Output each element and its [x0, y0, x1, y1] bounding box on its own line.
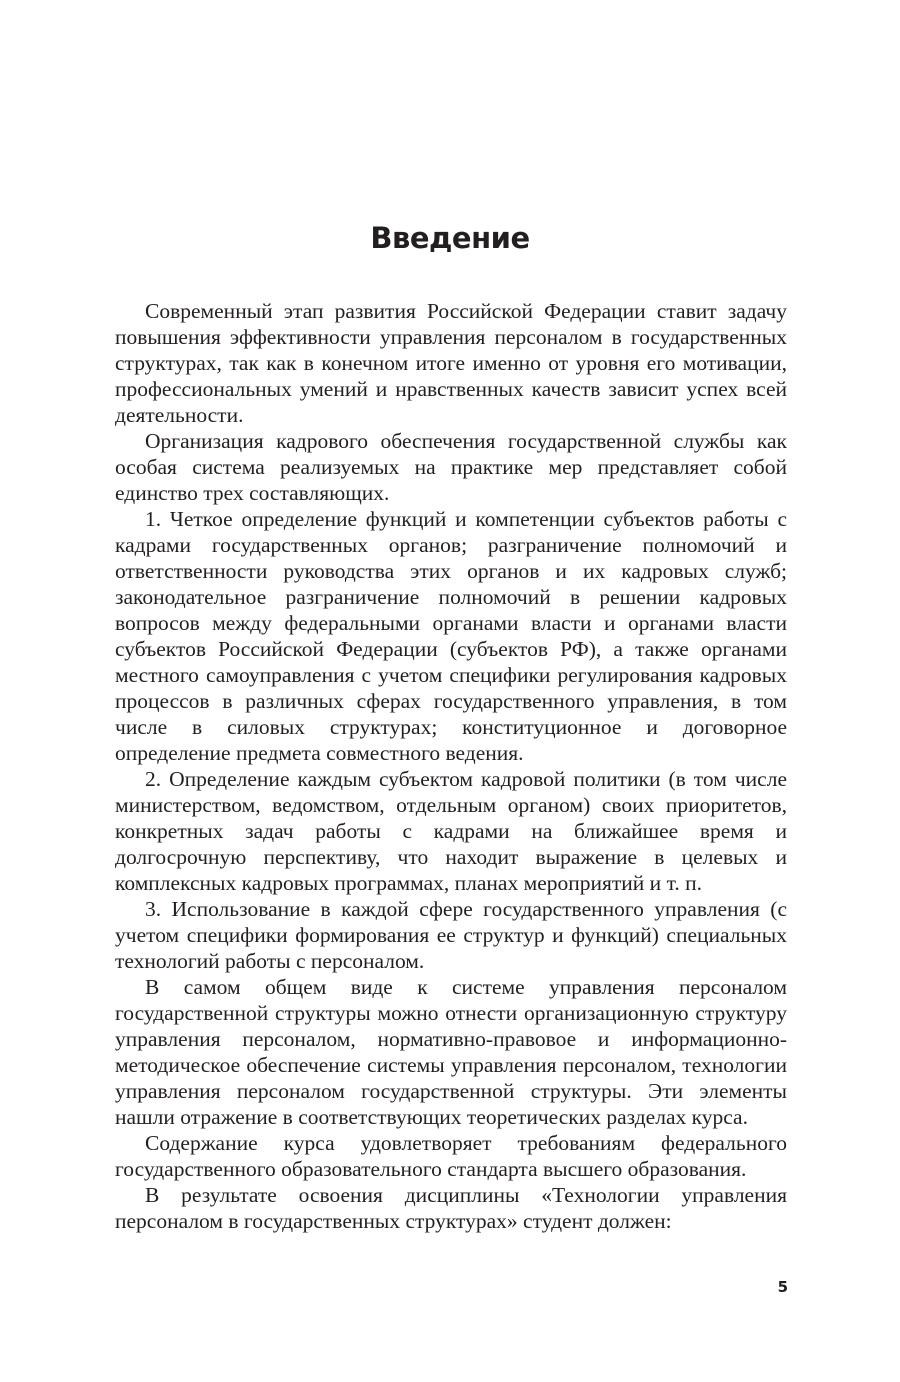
- paragraph: Содержание курса удовлетворяет требованиям федерального государственного образовательного стандарта высшего образования.: [115, 1131, 787, 1181]
- list-item: 2. Определение каждым субъектом кадровой политики (в том числе министерством, ведомством, отдельным органом) своих приоритетов, конкретных задач работы с кадрами на ближайшее время и долгосрочную перспективу, что находит выражение в целевых и комплексных кадровых программах, планах мероприятий и т. п.: [115, 767, 787, 895]
- paragraph: Современный этап развития Российской Федерации ставит задачу повышения эффективности управления персоналом в государственных структурах, так как в конечном итоге именно от уровня его мотивации, профессиональных умений и нравственных качеств зависит успех всей деятельности.: [115, 299, 787, 427]
- paragraph: В результате освоения дисциплины «Технологии управления персоналом в государственных структурах» студент должен:: [115, 1183, 787, 1233]
- body-text: [115, 298, 787, 1234]
- page-number: 5: [777, 1278, 788, 1296]
- list-item: 3. Использование в каждой сфере государственного управления (с учетом специфики формирования ее структур и функций) специальных технологий работы с персоналом.: [115, 897, 787, 973]
- paragraph: В самом общем виде к системе управления персоналом государственной структуры можно отнести организационную структуру управления персоналом, нормативно-правовое и информационно-методическое обеспечение системы управления персоналом, технологии управления персоналом государственной структуры. Эти элементы нашли отражение в соответствующих теоретических разделах курса.: [115, 975, 787, 1129]
- list-item: 1. Четкое определение функций и компетенции субъектов работы с кадрами государственных органов; разграничение полномочий и ответственности руководства этих органов и их кадровых служб; законодательное разграничение полномочий в решении кадровых вопросов между федеральными органами власти и органами власти субъектов Российской Федерации (субъектов РФ), а также органами местного самоуправления с учетом специфики регулирования кадровых процессов в различных сферах государственного управления, в том числе в силовых структурах; конституционное и договорное определение предмета совместного ведения.: [115, 507, 787, 765]
- chapter-title: Введение: [370, 221, 530, 255]
- paragraph: Организация кадрового обеспечения государственной службы как особая система реализуемых на практике мер представляет собой единство трех составляющих.: [115, 429, 787, 505]
